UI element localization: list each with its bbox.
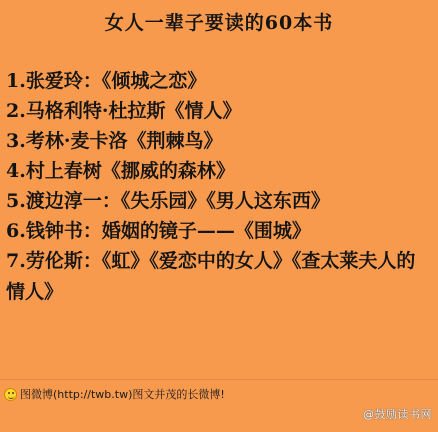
- list-item: 5.渡边淳一：《失乐园》《男人这东西》: [6, 190, 330, 212]
- watermark: @鼓励读书网: [363, 408, 432, 421]
- book-list: [6, 66, 434, 308]
- list-item: 4.村上春树《挪威的森林》: [6, 160, 235, 182]
- smiley-icon: [4, 388, 17, 401]
- page-title: 女人一辈子要读的60本书: [104, 12, 334, 34]
- list-item: 6.钱钟书：婚姻的镜子——《围城》: [6, 220, 311, 242]
- divider: [0, 379, 438, 380]
- list-item: 1.张爱玲：《倾城之恋》: [6, 70, 207, 92]
- list-item: 7.劳伦斯：《虹》《爱恋中的女人》《查太莱夫人的情人》: [6, 250, 416, 303]
- list-item: 2.马格利特·杜拉斯《情人》: [6, 100, 242, 122]
- list-item: 3.考林·麦卡洛《荆棘鸟》: [6, 130, 223, 152]
- footer: [4, 386, 225, 402]
- footer-text[interactable]: 图微博(http://twb.tw)图文并茂的长微博!: [20, 388, 225, 401]
